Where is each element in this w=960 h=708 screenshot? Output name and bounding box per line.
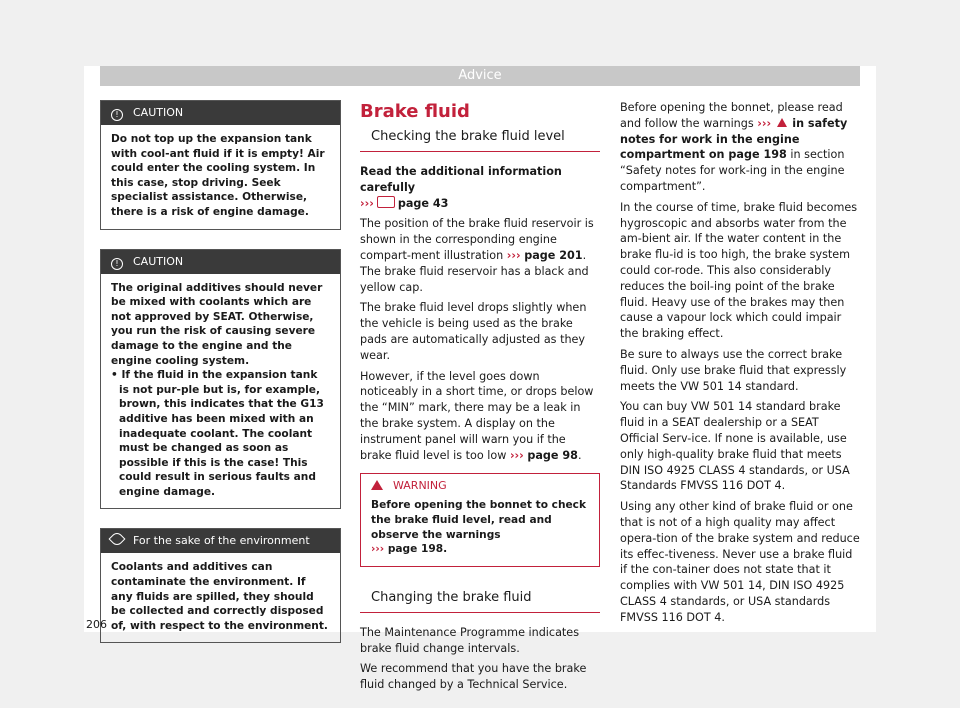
warning-box: [360, 473, 600, 566]
paragraph-leak: [360, 369, 600, 464]
ref-arrow: ›››: [509, 448, 524, 462]
page-link[interactable]: page 98: [527, 448, 578, 462]
paragraph-level: The brake fluid level drops slightly when the vehicle is being used as the brake pads are automatically adjusted as they wear.: [360, 301, 587, 362]
ref-arrow: ›››: [757, 116, 772, 130]
environment-header: [101, 529, 340, 553]
paragraph-recommend: We recommend that you have the brake fluid changed by a Technical Service.: [360, 662, 587, 692]
column-middle: [360, 100, 600, 698]
paragraph-buy: You can buy VW 501 14 standard brake fluid in a SEAT dealership or a SEAT Official Serv-ice. If none is available, use only high-quality brake fluid that meets DIN ISO 4925 CLASS 4 standards, or USA Standards FMVSS 116 DOT 4.: [620, 400, 850, 493]
caution-label: CAUTION: [133, 254, 184, 268]
section-subtitle: Checking the brake fluid level: [360, 128, 600, 152]
info-icon: !: [111, 258, 123, 270]
warning-label: WARNING: [393, 479, 447, 493]
environment-label: For the sake of the environment: [133, 534, 310, 548]
warning-icon: [371, 480, 383, 490]
section-title: Brake fluid: [360, 101, 470, 122]
page-number: 206: [86, 618, 107, 631]
warning-icon: [777, 118, 787, 127]
caution-header: [101, 101, 340, 125]
paragraph-text: However, if the level goes down noticeably in a short time, or drops below the “MIN” mark, there may be a leak in the brake system. A display on the instrument panel will warn you if the brake fluid level is too low: [360, 369, 594, 462]
environment-paragraph: Coolants and additives can contaminate the environment. If any fluids are spilled, they should be collected and correctly disposed of, with respect to the environment.: [111, 561, 328, 632]
caution-text: [101, 125, 340, 229]
paragraph-text: Before opening the bonnet, please read and follow the warnings: [620, 101, 843, 130]
paragraph-text: The position of the brake fluid reservoir is shown in the corresponding engine compart-ment illustration: [360, 217, 594, 262]
environment-text: [101, 553, 340, 642]
ref-arrow: ›››: [506, 248, 521, 262]
paragraph-text: . The brake fluid reservoir has a black and yellow cap.: [360, 248, 589, 294]
caution-box: [100, 100, 341, 230]
environment-box: [100, 528, 341, 643]
info-icon: !: [111, 109, 123, 121]
page-header: Advice: [100, 66, 860, 86]
section-subtitle: Changing the brake fluid: [360, 589, 600, 613]
column-right: [620, 100, 860, 631]
caution-paragraph: The original additives should never be mixed with coolants which are not approved by SEAT. Otherwise, you run the risk of causing severe damage to the engine and the engine cooling system.: [111, 281, 323, 367]
paragraph-bonnet: [620, 100, 860, 195]
environment-icon: [109, 531, 126, 548]
page-link[interactable]: page 201: [524, 248, 583, 262]
warning-header: [361, 474, 599, 498]
read-more-link[interactable]: page 43: [397, 196, 449, 210]
caution-bullet-text: If the fluid in the expansion tank is not pur-ple but is, for example, brown, this indicates that the G13 additive has been mixed with an inadequate coolant. The coolant must be changed as soon as possible if this is the case! This could result in serious faults and engine damage.: [119, 369, 324, 498]
paragraph-correct-fluid: Be sure to always use the correct brake fluid. Only use brake fluid that expressly meets the VW 501 14 standard.: [620, 347, 847, 393]
read-more-text: Read the additional information carefully: [360, 165, 562, 194]
book-icon: [377, 196, 395, 208]
caution-header: [101, 250, 340, 274]
paragraph-text: .: [577, 448, 582, 462]
warning-text-body: Before opening the bonnet to check the brake fluid level, read and observe the warnings: [371, 499, 586, 541]
paragraph-hygroscopic: In the course of time, brake fluid becomes hygroscopic and absorbs water from the am-bient air. If the water content in the brake flu-id is too high, the brake system could cor-rode. This also considerably reduces the boil-ing point of the brake fluid. Heavy use of the brakes may then cause a vapour lock which could impair the braking effect.: [620, 200, 858, 341]
ref-arrow: ›››: [360, 196, 374, 210]
paragraph-reservoir: [360, 216, 600, 295]
column-left: [100, 100, 341, 662]
caution-text: [101, 274, 340, 509]
ref-arrow: ›››: [371, 543, 385, 556]
caution-box-additives: [100, 249, 341, 510]
warning-paragraph: [371, 498, 589, 556]
read-more: [360, 164, 600, 211]
paragraph-other-fluid: Using any other kind of brake fluid or one that is not of a high quality may affect opera-tion of the brake system and reduce its effec-tiveness. Never use a brake fluid if the con-tainer does not state that it complies with VW 501 14, DIN ISO 4925 CLASS 4 standards, or USA standards FMVSS 116 DOT 4.: [620, 500, 860, 624]
caution-label: CAUTION: [133, 106, 184, 119]
page-link[interactable]: page 198.: [387, 543, 448, 556]
caution-paragraph: Do not top up the expansion tank with cool-ant fluid if it is empty! Air could enter the cooling system. In this case, stop driving. Seek specialist assistance. Otherwise, there is a risk of engine damage.: [111, 133, 325, 218]
page-link[interactable]: in safety notes for work in the engine compartment on page 198: [620, 116, 848, 162]
warning-text: [361, 498, 599, 565]
paragraph-text: in section “Safety notes for work-ing in the engine compartment”.: [620, 148, 845, 193]
paragraph-intervals: The Maintenance Programme indicates brake fluid change intervals.: [360, 625, 580, 655]
caution-bullet: • If the fluid in the expansion tank is not pur-ple but is, for example, brown, this indicates that the G13 additive has been mixed with an inadequate coolant. The coolant must be changed as soon as possible if this is the case! This could result in serious faults and engine damage.: [111, 369, 324, 498]
